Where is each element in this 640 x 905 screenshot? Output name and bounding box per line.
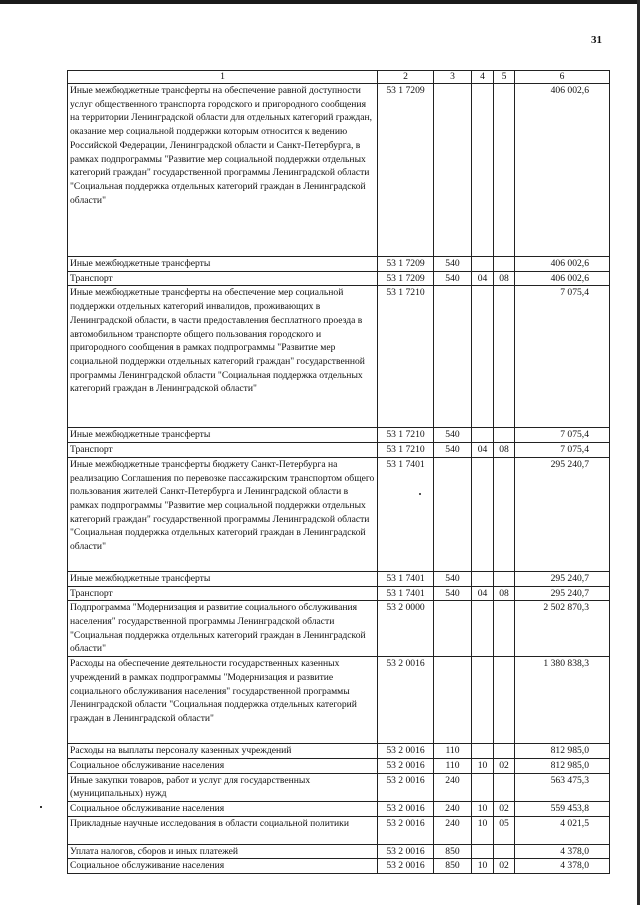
- row-name-cell: Прикладные научные исследования в области социальной политики: [68, 816, 378, 844]
- table-row: [68, 84, 610, 257]
- row-name-cell: Социальное обслуживание населения: [68, 758, 378, 773]
- header-col-5: 5: [494, 71, 515, 84]
- row-subsection-cell: [494, 257, 515, 272]
- row-section-cell: [472, 744, 494, 759]
- row-section-cell: [472, 257, 494, 272]
- row-section-cell: [472, 657, 494, 744]
- row-subsection-cell: [494, 773, 515, 801]
- row-type-cell: 540: [434, 271, 472, 286]
- row-section-cell: [472, 601, 494, 657]
- page-number: 31: [591, 34, 602, 46]
- row-type-cell: 110: [434, 758, 472, 773]
- row-code-cell: 53 1 7209: [378, 257, 434, 272]
- row-subsection-cell: 08: [494, 271, 515, 286]
- header-col-1: 1: [68, 71, 378, 84]
- row-code-cell: 53 1 7210: [378, 443, 434, 458]
- budget-table: [67, 70, 610, 874]
- row-section-cell: 10: [472, 802, 494, 817]
- row-type-cell: 240: [434, 802, 472, 817]
- row-name-cell: Уплата налогов, сборов и иных платежей: [68, 844, 378, 859]
- row-type-cell: 110: [434, 744, 472, 759]
- row-sum-cell: 1 380 838,3: [515, 657, 610, 744]
- scan-dot: [419, 493, 421, 495]
- row-code-cell: 53 1 7210: [378, 428, 434, 443]
- row-name-cell: Расходы на обеспечение деятельности государственных казенных учреждений в рамках подпрограммы "Модернизация и развитие социального обслуживания населения" государственной программы Ленинградской области "Социальная поддержка отдельных категорий граждан в Ленинградской области": [68, 657, 378, 744]
- table-row: [68, 758, 610, 773]
- table-row: [68, 271, 610, 286]
- row-sum-cell: 7 075,4: [515, 286, 610, 428]
- row-section-cell: 04: [472, 271, 494, 286]
- row-sum-cell: 295 240,7: [515, 457, 610, 571]
- header-col-4: 4: [472, 71, 494, 84]
- row-name-cell: Иные межбюджетные трансферты бюджету Санкт-Петербурга на реализацию Соглашения по перевозке пассажирским транспортом общего пользования жителей Санкт-Петербурга и Ленинградской области в рамках подпрограммы "Развитие мер социальной поддержки отдельных категорий граждан" государственной программы Ленинградской области "Социальная поддержка отдельных категорий граждан в Ленинградской области": [68, 457, 378, 571]
- table-row: [68, 571, 610, 586]
- row-section-cell: 04: [472, 443, 494, 458]
- row-subsection-cell: [494, 657, 515, 744]
- table-row: [68, 816, 610, 844]
- row-type-cell: 540: [434, 443, 472, 458]
- row-code-cell: 53 2 0016: [378, 758, 434, 773]
- header-col-2: 2: [378, 71, 434, 84]
- row-sum-cell: 4 378,0: [515, 844, 610, 859]
- header-col-3: 3: [434, 71, 472, 84]
- row-type-cell: 240: [434, 773, 472, 801]
- row-sum-cell: 812 985,0: [515, 758, 610, 773]
- row-name-cell: Иные межбюджетные трансферты на обеспечение равной доступности услуг общественного транспорта городского и пригородного сообщения на территории Ленинградской области для отдельных категорий граждан, оказание мер социальной поддержки которым относится к ведению Российской Федерации, Ленинградской области и Санкт-Петербурга, в рамках подпрограммы "Развитие мер социальной поддержки отдельных категорий граждан" государственной программы Ленинградской области "Социальная поддержка отдельных категорий граждан в Ленинградской области": [68, 84, 378, 257]
- row-code-cell: 53 2 0016: [378, 773, 434, 801]
- row-type-cell: 850: [434, 844, 472, 859]
- row-name-cell: Иные межбюджетные трансферты на обеспечение мер социальной поддержки отдельных категорий инвалидов, проживающих в Ленинградской области, в части предоставления бесплатного проезда в автомобильном транспорте общего пользования городского и пригородного сообщения в рамках подпрограммы "Развитие мер социальной поддержки отдельных категорий граждан" государственной программы Ленинградской области "Социальная поддержка отдельных категорий граждан в Ленинградской области": [68, 286, 378, 428]
- row-name-cell: Подпрограмма "Модернизация и развитие социального обслуживания населения" государственной программы Ленинградской области "Социальная поддержка отдельных категорий граждан в Ленинградской области": [68, 601, 378, 657]
- row-subsection-cell: [494, 457, 515, 571]
- row-name-cell: Иные межбюджетные трансферты: [68, 428, 378, 443]
- table-row: [68, 773, 610, 801]
- row-section-cell: 10: [472, 816, 494, 844]
- row-section-cell: 04: [472, 586, 494, 601]
- row-sum-cell: 4 021,5: [515, 816, 610, 844]
- row-type-cell: [434, 84, 472, 257]
- table-body: [68, 84, 610, 874]
- row-type-cell: [434, 457, 472, 571]
- row-subsection-cell: [494, 844, 515, 859]
- table-row: [68, 457, 610, 571]
- row-sum-cell: 7 075,4: [515, 443, 610, 458]
- table-row: [68, 802, 610, 817]
- header-col-6: 6: [515, 71, 610, 84]
- row-subsection-cell: [494, 601, 515, 657]
- row-type-cell: 540: [434, 571, 472, 586]
- row-subsection-cell: [494, 286, 515, 428]
- row-name-cell: Иные межбюджетные трансферты: [68, 571, 378, 586]
- row-name-cell: Иные закупки товаров, работ и услуг для государственных (муниципальных) нужд: [68, 773, 378, 801]
- row-subsection-cell: 05: [494, 816, 515, 844]
- row-sum-cell: 563 475,3: [515, 773, 610, 801]
- row-sum-cell: 406 002,6: [515, 257, 610, 272]
- row-type-cell: 240: [434, 816, 472, 844]
- table-row: [68, 286, 610, 428]
- row-section-cell: 10: [472, 859, 494, 874]
- row-type-cell: 540: [434, 428, 472, 443]
- table-row: [68, 657, 610, 744]
- row-sum-cell: 7 075,4: [515, 428, 610, 443]
- table-row: [68, 601, 610, 657]
- row-sum-cell: 406 002,6: [515, 84, 610, 257]
- row-name-cell: Социальное обслуживание населения: [68, 859, 378, 874]
- row-code-cell: 53 2 0016: [378, 844, 434, 859]
- row-subsection-cell: [494, 428, 515, 443]
- table-row: [68, 257, 610, 272]
- table-row: [68, 859, 610, 874]
- row-subsection-cell: 08: [494, 443, 515, 458]
- row-subsection-cell: [494, 744, 515, 759]
- row-code-cell: 53 2 0016: [378, 657, 434, 744]
- row-name-cell: Социальное обслуживание населения: [68, 802, 378, 817]
- row-type-cell: 850: [434, 859, 472, 874]
- row-subsection-cell: 02: [494, 758, 515, 773]
- table-header-row: [68, 71, 610, 84]
- row-code-cell: 53 2 0000: [378, 601, 434, 657]
- scan-mark: [40, 806, 42, 808]
- row-section-cell: [472, 84, 494, 257]
- table-row: [68, 443, 610, 458]
- row-section-cell: 10: [472, 758, 494, 773]
- row-sum-cell: 295 240,7: [515, 586, 610, 601]
- row-type-cell: 540: [434, 257, 472, 272]
- row-name-cell: Транспорт: [68, 443, 378, 458]
- row-subsection-cell: [494, 571, 515, 586]
- row-code-cell: 53 1 7210: [378, 286, 434, 428]
- top-border-line: [0, 0, 640, 4]
- table-row: [68, 428, 610, 443]
- row-name-cell: Иные межбюджетные трансферты: [68, 257, 378, 272]
- row-code-cell: 53 2 0016: [378, 744, 434, 759]
- row-code-cell: 53 1 7401: [378, 571, 434, 586]
- row-sum-cell: 2 502 870,3: [515, 601, 610, 657]
- row-section-cell: [472, 286, 494, 428]
- row-name-cell: Транспорт: [68, 271, 378, 286]
- row-type-cell: [434, 657, 472, 744]
- row-section-cell: [472, 773, 494, 801]
- row-subsection-cell: 02: [494, 802, 515, 817]
- table-row: [68, 844, 610, 859]
- row-subsection-cell: 02: [494, 859, 515, 874]
- row-subsection-cell: [494, 84, 515, 257]
- row-section-cell: [472, 457, 494, 571]
- row-code-cell: 53 2 0016: [378, 802, 434, 817]
- row-code-cell: 53 2 0016: [378, 816, 434, 844]
- row-name-cell: Расходы на выплаты персоналу казенных учреждений: [68, 744, 378, 759]
- table-row: [68, 744, 610, 759]
- row-code-cell: 53 1 7401: [378, 457, 434, 571]
- row-section-cell: [472, 571, 494, 586]
- row-sum-cell: 406 002,6: [515, 271, 610, 286]
- row-name-cell: Транспорт: [68, 586, 378, 601]
- row-sum-cell: 295 240,7: [515, 571, 610, 586]
- row-code-cell: 53 1 7209: [378, 271, 434, 286]
- row-sum-cell: 559 453,8: [515, 802, 610, 817]
- row-code-cell: 53 1 7209: [378, 84, 434, 257]
- row-section-cell: [472, 844, 494, 859]
- row-type-cell: [434, 601, 472, 657]
- row-type-cell: [434, 286, 472, 428]
- row-subsection-cell: 08: [494, 586, 515, 601]
- row-code-cell: 53 2 0016: [378, 859, 434, 874]
- row-sum-cell: 4 378,0: [515, 859, 610, 874]
- row-sum-cell: 812 985,0: [515, 744, 610, 759]
- table-row: [68, 586, 610, 601]
- row-type-cell: 540: [434, 586, 472, 601]
- row-section-cell: [472, 428, 494, 443]
- row-code-cell: 53 1 7401: [378, 586, 434, 601]
